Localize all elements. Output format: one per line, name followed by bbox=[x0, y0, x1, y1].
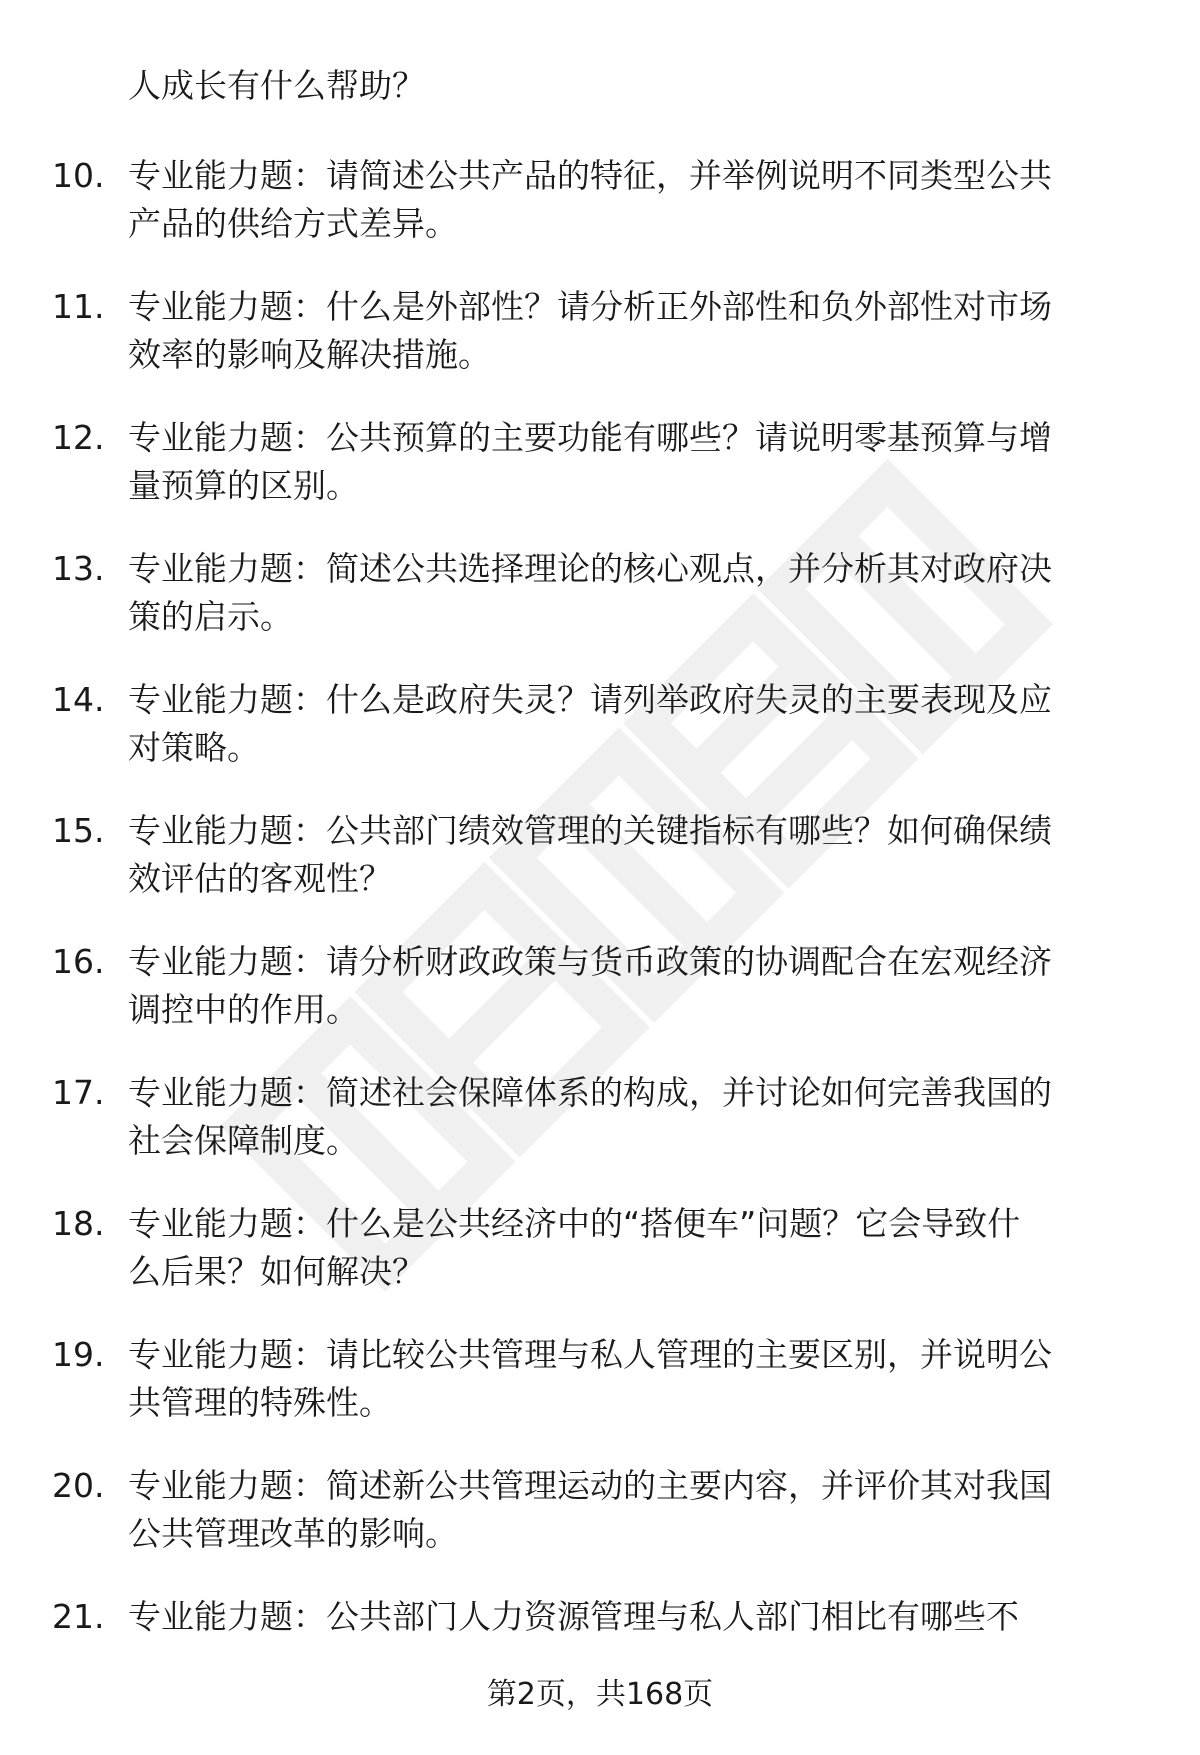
question-number: 20. bbox=[52, 1466, 105, 1505]
question-text bbox=[128, 1069, 1138, 1165]
question-number: 10. bbox=[52, 156, 105, 195]
question-text-line: 专业能力题：什么是公共经济中的“搭便车”问题？它会导致什 bbox=[128, 1204, 1021, 1243]
question-text-line: 量预算的区别。 bbox=[128, 466, 359, 505]
question-text bbox=[128, 62, 1138, 110]
question-number: 14. bbox=[52, 680, 105, 719]
question-text bbox=[128, 1331, 1138, 1427]
question-text bbox=[128, 414, 1138, 510]
question-text-line: 专业能力题：公共部门人力资源管理与私人部门相比有哪些不 bbox=[128, 1597, 1019, 1636]
question-number: 11. bbox=[52, 287, 105, 326]
question-number: 19. bbox=[52, 1335, 105, 1374]
question-text-line: 专业能力题：公共预算的主要功能有哪些？请说明零基预算与增 bbox=[128, 418, 1052, 457]
question-text-line: 专业能力题：什么是政府失灵？请列举政府失灵的主要表现及应 bbox=[128, 680, 1052, 719]
question-text-line: 共管理的特殊性。 bbox=[128, 1383, 392, 1422]
page-number-footer: 第2页，共168页 bbox=[486, 1677, 714, 1712]
question-text-line: 专业能力题：什么是外部性？请分析正外部性和负外部性对市场 bbox=[128, 287, 1052, 326]
question-item-13 bbox=[0, 545, 1200, 676]
question-text bbox=[128, 1593, 1138, 1641]
question-text-line: 专业能力题：请简述公共产品的特征，并举例说明不同类型公共 bbox=[128, 156, 1052, 195]
question-item-12 bbox=[0, 414, 1200, 545]
question-item-10 bbox=[0, 152, 1200, 283]
question-text bbox=[128, 283, 1138, 379]
question-text-line: 专业能力题：简述新公共管理运动的主要内容，并评价其对我国 bbox=[128, 1466, 1052, 1505]
question-text bbox=[128, 938, 1138, 1034]
question-text-line: 人成长有什么帮助？ bbox=[128, 66, 425, 105]
question-number: 21. bbox=[52, 1597, 105, 1636]
question-item-16 bbox=[0, 938, 1200, 1069]
question-text bbox=[128, 807, 1138, 903]
question-item-11 bbox=[0, 283, 1200, 414]
question-item-15 bbox=[0, 807, 1200, 938]
question-number: 17. bbox=[52, 1073, 105, 1112]
question-number: 18. bbox=[52, 1204, 105, 1243]
question-text-line: 专业能力题：简述公共选择理论的核心观点，并分析其对政府决 bbox=[128, 549, 1052, 588]
question-text-line: 效评估的客观性？ bbox=[128, 859, 392, 898]
question-number: 15. bbox=[52, 811, 105, 850]
question-item-14 bbox=[0, 676, 1200, 807]
question-item-17 bbox=[0, 1069, 1200, 1200]
question-number: 13. bbox=[52, 549, 105, 588]
question-text-line: 公共管理改革的影响。 bbox=[128, 1514, 458, 1553]
question-text bbox=[128, 545, 1138, 641]
question-text bbox=[128, 676, 1138, 772]
question-text-line: 调控中的作用。 bbox=[128, 990, 359, 1029]
question-text-line: 专业能力题：请分析财政政策与货币政策的协调配合在宏观经济 bbox=[128, 942, 1052, 981]
question-text-line: 专业能力题：请比较公共管理与私人管理的主要区别，并说明公 bbox=[128, 1335, 1052, 1374]
question-text-line: 策的启示。 bbox=[128, 597, 293, 636]
question-list bbox=[0, 62, 1200, 1724]
question-item-18 bbox=[0, 1200, 1200, 1331]
question-text-line: 产品的供给方式差异。 bbox=[128, 204, 458, 243]
question-text-line: 对策略。 bbox=[128, 728, 260, 767]
question-number: 12. bbox=[52, 418, 105, 457]
question-text-line: 专业能力题：公共部门绩效管理的关键指标有哪些？如何确保绩 bbox=[128, 811, 1052, 850]
question-text-line: 效率的影响及解决措施。 bbox=[128, 335, 491, 374]
question-text-line: 社会保障制度。 bbox=[128, 1121, 359, 1160]
question-item-20 bbox=[0, 1462, 1200, 1593]
question-item-19 bbox=[0, 1331, 1200, 1462]
question-text-line: 专业能力题：简述社会保障体系的构成，并讨论如何完善我国的 bbox=[128, 1073, 1052, 1112]
question-number: 16. bbox=[52, 942, 105, 981]
question-text bbox=[128, 152, 1138, 248]
question-text bbox=[128, 1200, 1138, 1296]
question-text bbox=[128, 1462, 1138, 1558]
question-text-line: 么后果？如何解决？ bbox=[128, 1252, 425, 1291]
question-continuation bbox=[0, 62, 1200, 152]
